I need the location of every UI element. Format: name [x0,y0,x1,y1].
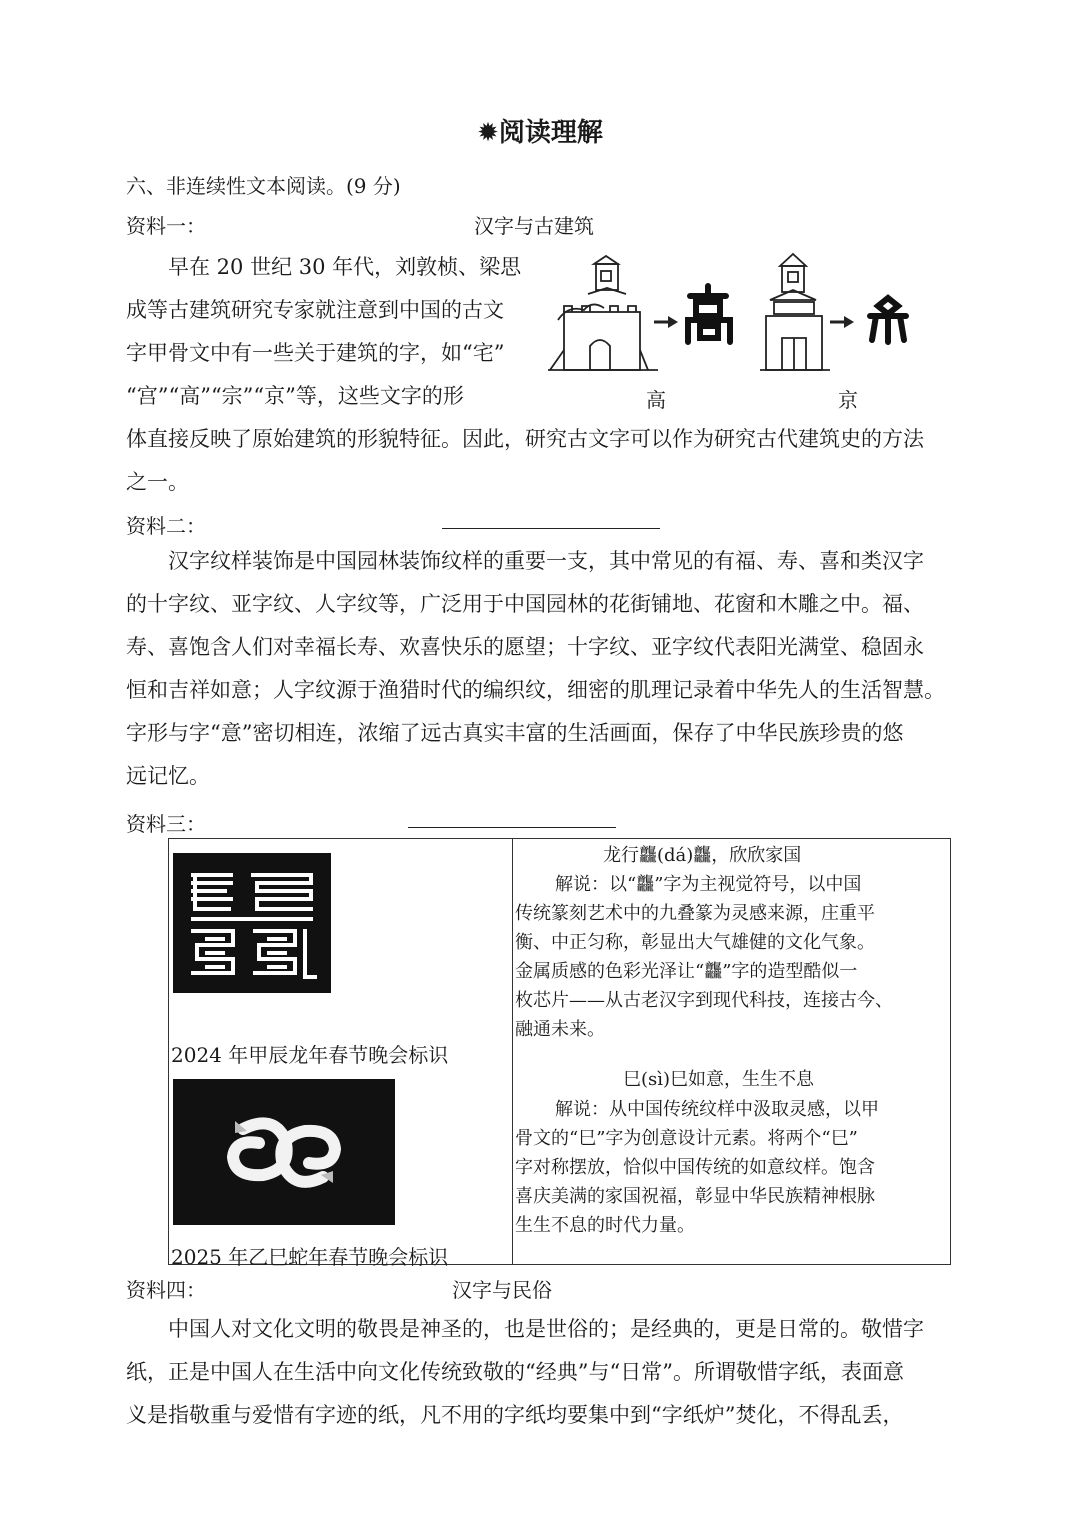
logo-1-desc-3: 衡、中正匀称，彰显出大气雄健的文化气象。 [515,932,875,953]
m4-line-1: 中国人对文化文明的敬畏是神圣的，也是世俗的；是经典的，更是日常的。敬惜字 [168,1317,924,1341]
logo-2-title: 巳(sì)巳如意，生生不息 [623,1069,815,1090]
m1-line-1: 早在 20 世纪 30 年代，刘敦桢、梁思 [168,255,522,279]
m1-line-6: 之一。 [126,470,189,494]
material-2-title-blank [442,528,660,529]
gao-building-drawing [548,256,658,370]
m1-line-5: 体直接反映了原始建筑的形貌特征。因此，研究古文字可以作为研究古代建筑史的方法 [126,427,924,451]
material-3-label: 资料三： [126,812,206,836]
m1-line-4: “宫”“高”“宗”“京”等，这些文字的形 [126,384,464,408]
m2-line-6: 远记忆。 [126,764,210,788]
m2-line-3: 寿、喜饱含人们对幸福长寿、欢喜快乐的愿望；十字纹、亚字纹代表阳光满堂、稳固永 [126,635,924,659]
section-title: ✹阅读理解 [477,118,603,148]
figure-caption-jing: 京 [838,388,858,412]
question-heading: 六、非连续性文本阅读。(9 分) [126,174,401,198]
m2-line-2: 的十字纹、亚字纹、人字纹等，广泛用于中国园林的花街铺地、花窗和木雕之中。福、 [126,592,924,616]
m2-line-4: 恒和吉祥如意；人字纹源于渔猎时代的编织纹，细密的肌理记录着中华先人的生活智慧。 [126,678,945,702]
m2-line-1: 汉字纹样装饰是中国园林装饰纹样的重要一支，其中常见的有福、寿、喜和类汉字 [168,549,924,573]
logo-2-caption: 2025 年乙巳蛇年春节晚会标识 [171,1245,449,1269]
logo-2-desc-5: 生生不息的时代力量。 [515,1215,695,1236]
snake-logo-image [173,1079,395,1225]
logo-1-desc-5: 枚芯片——从古老汉字到现代科技，连接古今、 [515,990,893,1011]
jing-building-drawing [760,254,830,370]
jing-oracle-glyph [870,298,906,342]
logo-1-desc-1: 解说：以“龘”字为主视觉符号，以中国 [555,874,862,895]
logo-2-desc-1: 解说：从中国传统纹样中汲取灵感，以甲 [555,1099,879,1120]
figure-caption-gao: 高 [646,388,666,412]
m4-line-2: 纸，正是中国人在生活中向文化传统致敬的“经典”与“日常”。所谓敬惜字纸，表面意 [126,1360,904,1384]
material-4-heading: 汉字与民俗 [452,1278,552,1302]
m4-line-3: 义是指敬重与爱惜有字迹的纸，凡不用的字纸均要集中到“字纸炉”焚化，不得乱丢， [126,1403,904,1427]
material-1-heading: 汉字与古建筑 [474,214,594,238]
m1-line-3: 字甲骨文中有一些关于建筑的字，如“宅” [126,341,505,365]
material-3-title-blank [408,827,616,828]
material-1-label: 资料一： [126,214,206,238]
logo-table [168,838,951,1269]
logo-1-desc-2: 传统篆刻艺术中的九叠篆为灵感来源，庄重平 [515,903,875,924]
material-4-label: 资料四： [126,1278,206,1302]
material-2-label: 资料二： [126,514,206,538]
logo-2-desc-3: 字对称摆放，恰似中国传统的如意纹样。饱含 [515,1157,875,1178]
logo-1-desc-6: 融通未来。 [515,1019,605,1040]
logo-1-desc-4: 金属质感的色彩光泽让“龘”字的造型酷似一 [515,961,858,982]
m1-line-2: 成等古建筑研究专家就注意到中国的古文 [126,298,504,322]
architecture-characters-illustration [548,250,928,410]
logo-1-title: 龙行龘(dá)龘，欣欣家国 [603,845,802,866]
dragon-logo-image [173,853,331,993]
logo-2-desc-2: 骨文的“巳”字为创意设计元素。将两个“巳” [515,1128,858,1149]
logo-1-caption: 2024 年甲辰龙年春节晚会标识 [171,1043,449,1067]
logo-2-desc-4: 喜庆美满的家国祝福，彰显中华民族精神根脉 [515,1186,875,1207]
gao-oracle-glyph [688,286,730,342]
m2-line-5: 字形与字“意”密切相连，浓缩了远古真实丰富的生活画面，保存了中华民族珍贵的悠 [126,721,904,745]
